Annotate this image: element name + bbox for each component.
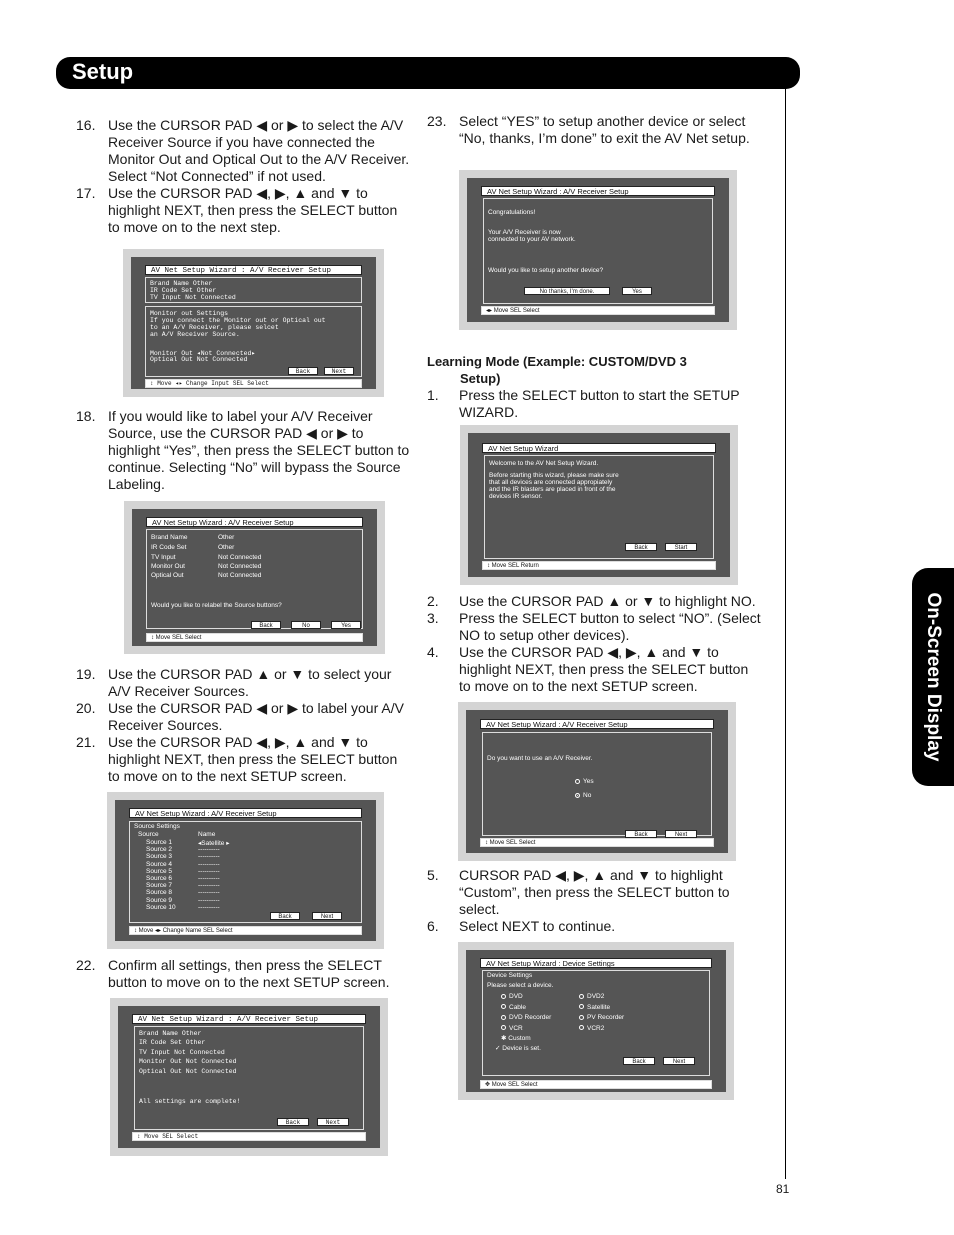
yes-button[interactable]: Yes: [622, 287, 652, 295]
device-label: Cable: [509, 1003, 526, 1011]
step-text: CURSOR PAD ◀, ▶, ▲ and ▼ to highlight “Custom”, then press the SELECT button to select.: [459, 867, 730, 917]
steps-18: [76, 408, 412, 493]
screenshot-all-settings-complete: AV Net Setup Wizard : A/V Receiver Setup Brand Name Other IR Code Set Other TV Input Not Connected Monitor Out Not Connected Optical Out Not Connected All settings are complete! Back Next ↕ Move SEL Select: [110, 998, 388, 1156]
header-bar: [56, 57, 800, 89]
steps-23: [427, 113, 763, 147]
device-option[interactable]: [501, 1014, 551, 1021]
footer-bar: ↕ Move ◂▸ Change Name SEL Select: [129, 926, 362, 935]
step-text: Use the CURSOR PAD ◀, ▶, ▲ and ▼ to highlight NEXT, then press the SELECT button to move on to the next step.: [108, 185, 398, 235]
step-item: [76, 408, 412, 493]
device-label: VCR2: [587, 1024, 605, 1032]
screenshot-use-receiver: AV Net Setup Wizard : A/V Receiver Setup Do you want to use an A/V Receiver. Yes No Back Next ↕ Move SEL Select: [458, 702, 736, 861]
step-item: [427, 644, 763, 695]
radio-icon: [579, 1004, 584, 1009]
step-text: If you would like to label your A/V Receiver Source, use the CURSOR PAD ◀ or ▶ to highlight “Yes”, then press the SELECT button to continue. Selecting “No” will bypass the Source Labeling.: [108, 408, 410, 492]
radio-icon: [501, 1015, 506, 1020]
source-name: ----------: [198, 867, 220, 875]
next-button[interactable]: Next: [312, 912, 342, 920]
step-number: 5.: [427, 867, 439, 883]
radio-icon: [575, 793, 580, 798]
step-item: [76, 957, 412, 991]
device-label: PV Recorder: [587, 1014, 625, 1021]
step-text: Select NEXT to continue.: [459, 918, 616, 934]
no-button[interactable]: No: [291, 621, 321, 629]
footer-bar: ↕ Move ◂▸ Change Input SEL Select: [145, 379, 362, 388]
back-button[interactable]: Back: [270, 912, 300, 920]
source-label[interactable]: Source 5: [146, 867, 173, 875]
step-text: Use the CURSOR PAD ▲ or ▼ to select your A/V Receiver Sources.: [108, 666, 392, 699]
source-label[interactable]: Source 4: [146, 860, 173, 868]
source-name: ----------: [198, 903, 220, 911]
custom-option[interactable]: ✱ Custom: [501, 1035, 531, 1042]
source-name: ----------: [198, 896, 220, 904]
step-item: [427, 593, 763, 610]
step-item: [76, 700, 412, 734]
device-option[interactable]: [579, 1025, 604, 1032]
step-text: Use the CURSOR PAD ◀, ▶, ▲ and ▼ to highlight NEXT, then press the SELECT button to move on to the next SETUP screen.: [459, 644, 749, 694]
side-tab-label: On-Screen Display: [923, 592, 944, 762]
source-name: ----------: [198, 860, 220, 868]
device-option[interactable]: [579, 1014, 624, 1021]
step-text: Use the CURSOR PAD ▲ or ▼ to highlight NO.: [459, 593, 756, 609]
step-item: [427, 867, 763, 918]
step-item: [76, 117, 412, 185]
step-item: [76, 185, 412, 236]
screenshot-relabel-sources: AV Net Setup Wizard : A/V Receiver Setup Brand Name IR Code Set TV Input Monitor Out Optical Out Other Other Not Connected Not Connected Not Connected Would you like to relabel the Source buttons? Back No Yes ↕ Move SEL Select: [124, 501, 385, 654]
radio-no[interactable]: No: [575, 792, 591, 799]
screenshot-receiver-source: AV Net Setup Wizard : A/V Receiver Setup Brand Name Other IR Code Set Other TV Input Not Connected Monitor out Settings If you connect the Monitor out or Optical out to an A/V Receiver, please selcet an A/V Receiver Source. Monitor Out ◂Not Connected▸ Optical Out Not Connected Back Next ↕ Move ◂▸ Change Input SEL Select: [123, 249, 384, 397]
device-label: DVD: [509, 993, 523, 1000]
footer-bar: ↕ Move SEL Select: [132, 1132, 366, 1141]
step-text: Confirm all settings, then press the SELECT button to move on to the next SETUP screen.: [108, 957, 390, 990]
radio-icon: [579, 1015, 584, 1020]
steps-2-4: [427, 593, 763, 695]
device-label: DVD Recorder: [509, 1014, 552, 1021]
device-set-note: ✓ Device is set.: [495, 1045, 541, 1052]
source-label[interactable]: Source 2: [146, 846, 173, 854]
radio-icon: [501, 1025, 506, 1030]
source-name: ----------: [198, 853, 220, 861]
next-button[interactable]: Next: [665, 830, 697, 838]
start-button[interactable]: Start: [665, 543, 697, 551]
source-name: ----------: [198, 846, 220, 854]
radio-icon: [575, 779, 580, 784]
step-text: Select “YES” to setup another device or select “No, thanks, I’m done” to exit the AV Net setup.: [459, 113, 750, 146]
device-option[interactable]: [579, 1004, 610, 1011]
device-option[interactable]: [579, 993, 604, 1000]
source-label[interactable]: Source 1: [146, 839, 173, 846]
back-button[interactable]: Back: [625, 830, 657, 838]
steps-16-17: [76, 117, 412, 236]
back-button[interactable]: Back: [625, 543, 657, 551]
device-label: VCR: [509, 1024, 523, 1032]
page-title: Setup: [72, 59, 134, 84]
device-label: DVD2: [587, 993, 605, 1000]
back-button[interactable]: Back: [251, 621, 281, 629]
steps-5-6: [427, 867, 763, 935]
footer-bar: ◂▸ Move SEL Select: [481, 306, 715, 315]
source-name: ◂Satellite ▸: [198, 840, 230, 847]
step-item: [76, 734, 412, 785]
source-label[interactable]: Source 6: [146, 875, 173, 882]
step-number: 21.: [76, 734, 96, 750]
steps-1: [427, 387, 763, 421]
step-item: [427, 610, 763, 644]
source-label[interactable]: Source 8: [146, 889, 173, 897]
device-option[interactable]: [501, 1004, 526, 1011]
source-label[interactable]: Source 9: [146, 896, 173, 904]
page-number: 81: [776, 1182, 790, 1196]
screenshot-source-settings: AV Net Setup Wizard : A/V Receiver Setup Source Settings Source Name Source 1 ◂Satellite ▸ Source 2 ---------- Source 3 ---------- Source 4 ---------- Source 5 ---------- Source 6 ---------- Source 7 ---------- Source 8 ---------- Source 9 ---------- Source 10 ---------- Back Next ↕ Move ◂▸ Change Name SEL Select: [107, 792, 384, 949]
step-text: Use the CURSOR PAD ◀, ▶, ▲ and ▼ to highlight NEXT, then press the SELECT button to move on to the next SETUP screen.: [108, 734, 398, 784]
radio-icon: [579, 1025, 584, 1030]
step-number: 6.: [427, 918, 439, 934]
step-number: 16.: [76, 117, 96, 133]
device-option[interactable]: [501, 993, 523, 1000]
back-button[interactable]: Back: [277, 1118, 309, 1126]
footer-bar: ↕ Move SEL Return: [482, 561, 716, 570]
step-number: 19.: [76, 666, 96, 682]
radio-icon: [501, 994, 506, 999]
source-name: ----------: [198, 882, 220, 890]
step-text: Use the CURSOR PAD ◀ or ▶ to select the A/V Receiver Source if you have connected the Monitor Out and Optical Out to the A/V Receiver. Select “Not Connected” if not used.: [108, 117, 410, 184]
source-label[interactable]: Source 10: [146, 903, 176, 911]
step-item: [427, 113, 763, 147]
step-item: [76, 666, 412, 700]
yes-button[interactable]: Yes: [331, 621, 361, 629]
step-number: 23.: [427, 113, 447, 129]
step-number: 18.: [76, 408, 96, 424]
footer-bar: ↕ Move SEL Select: [146, 633, 363, 642]
no-thanks-button[interactable]: No thanks, I'm done.: [524, 287, 610, 295]
step-text: Use the CURSOR PAD ◀ or ▶ to label your A/V Receiver Sources.: [108, 700, 404, 733]
steps-19-21: [76, 666, 412, 785]
back-button[interactable]: Back: [288, 367, 318, 375]
source-label[interactable]: Source 3: [146, 853, 173, 861]
source-name: ----------: [198, 875, 220, 882]
step-number: 2.: [427, 593, 439, 609]
footer-bar: ↕ Move SEL Select: [480, 838, 714, 847]
step-number: 17.: [76, 185, 96, 201]
next-button[interactable]: Next: [317, 1118, 349, 1126]
source-label[interactable]: Source 7: [146, 882, 173, 890]
next-button[interactable]: Next: [324, 367, 354, 375]
radio-icon: [501, 1004, 506, 1009]
screenshot-congratulations: AV Net Setup Wizard : A/V Receiver Setup Congratulations! Your A/V Receiver is now connected to your AV network. Would you like to setup another device? No thanks, I'm done. Yes ◂▸ Move SEL Select: [459, 170, 737, 330]
step-number: 20.: [76, 700, 96, 716]
check-icon: ✓: [495, 1045, 503, 1052]
step-text: Press the SELECT button to select “NO”. (Select NO to setup other devices).: [459, 610, 761, 643]
radio-icon: [579, 994, 584, 999]
step-number: 22.: [76, 957, 96, 973]
side-tab: [912, 568, 954, 786]
selected-icon: ✱: [501, 1035, 509, 1042]
column-divider: [785, 89, 786, 1179]
steps-22: [76, 957, 412, 991]
source-name: ----------: [198, 889, 220, 897]
step-item: [427, 387, 763, 421]
step-number: 3.: [427, 610, 439, 626]
back-button[interactable]: Back: [623, 1057, 655, 1065]
learning-mode-heading: Learning Mode (Example: CUSTOM/DVD 3 Setup): [427, 354, 687, 386]
screenshot-device-settings: AV Net Setup Wizard : Device Settings Device Settings Please select a device. DVD Cable DVD Recorder VCR DVD2 Satellite PV Recorder VCR2 ✱ Custom ✓ Device is set. Back Next ✥ Move SEL Select: [458, 942, 734, 1100]
footer-bar: ✥ Move SEL Select: [480, 1080, 712, 1089]
step-text: Press the SELECT button to start the SETUP WIZARD.: [459, 387, 740, 420]
step-number: 1.: [427, 387, 439, 403]
screenshot-welcome-wizard: AV Net Setup Wizard Welcome to the AV Net Setup Wizard. Before starting this wizard, please make sure that all devices are connected appropiately and the IR blasters are placed in front of the devices IR sensor. Back Start ↕ Move SEL Return: [460, 425, 738, 585]
step-item: [427, 918, 763, 935]
device-option[interactable]: [501, 1025, 523, 1032]
device-label: Satellite: [587, 1003, 611, 1011]
radio-yes[interactable]: Yes: [575, 778, 594, 785]
next-button[interactable]: Next: [663, 1057, 695, 1065]
step-number: 4.: [427, 644, 439, 660]
